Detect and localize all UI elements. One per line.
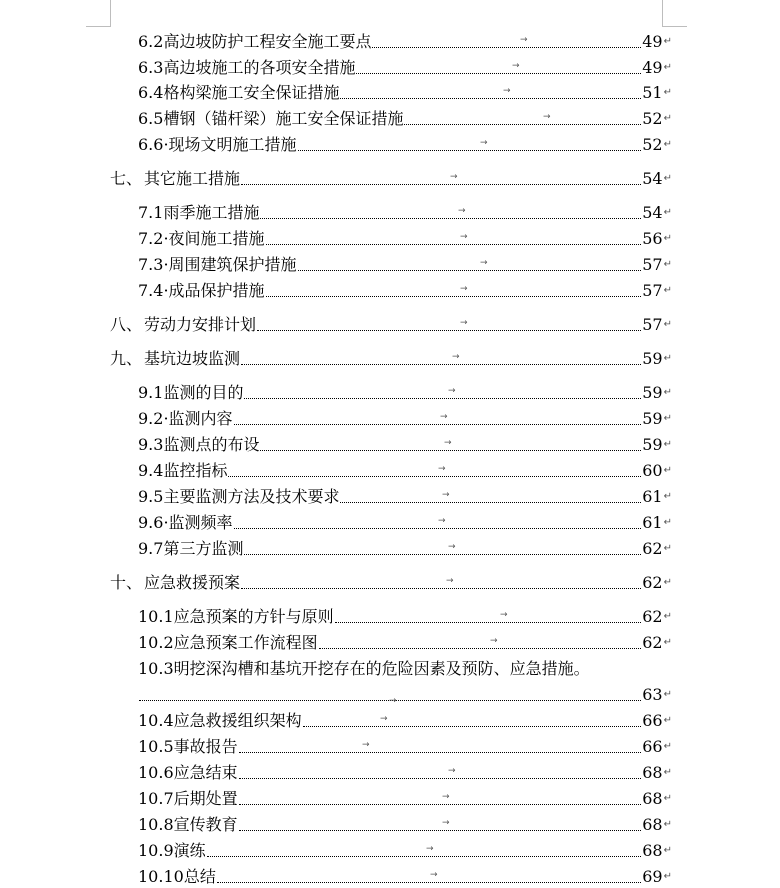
toc-entry[interactable]: [138, 382, 672, 404]
toc-title: 应急救援组织架构: [173, 711, 302, 730]
dot-leader: [340, 501, 641, 503]
toc-page-number: 57: [642, 255, 663, 274]
toc-number: 10.10: [138, 867, 184, 886]
dot-leader: [260, 217, 641, 219]
tab-mark-icon: →: [480, 138, 488, 148]
toc-number: 10.5: [138, 737, 174, 756]
tab-mark-icon: →: [490, 636, 498, 646]
toc-page-number: 66: [642, 711, 663, 730]
tab-mark-icon: →: [438, 464, 446, 474]
toc-number: 9.5: [138, 487, 164, 506]
toc-page-number: 62: [642, 539, 663, 558]
toc-entry[interactable]: [138, 814, 672, 836]
toc-title: 其它施工措施: [144, 169, 241, 188]
toc-number: 9.6·: [138, 513, 169, 532]
toc-number: 八、: [110, 315, 143, 334]
dot-leader: [298, 269, 642, 271]
toc-number: 10.3: [138, 659, 174, 678]
toc-title: 应急预案的方针与原则: [173, 607, 334, 626]
toc-title: 监测内容: [168, 409, 233, 428]
tab-mark-icon: →: [450, 172, 458, 182]
paragraph-mark-icon: ↵: [663, 611, 672, 622]
paragraph-mark-icon: ↵: [663, 173, 672, 184]
dot-leader: [207, 855, 642, 857]
dot-leader: [266, 295, 642, 297]
tab-mark-icon: →: [503, 86, 511, 96]
tab-mark-icon: →: [362, 740, 370, 750]
toc-title: 明挖深沟槽和基坑开挖存在的危险因素及预防、应急措施。: [173, 659, 590, 678]
paragraph-mark-icon: ↵: [663, 689, 672, 700]
dot-leader: [217, 881, 641, 883]
paragraph-mark-icon: ↵: [663, 845, 672, 856]
toc-page-number: 54: [642, 203, 663, 222]
dot-leader: [372, 46, 641, 48]
dot-leader: [234, 423, 642, 425]
toc-entry-continuation[interactable]: [138, 684, 672, 706]
paragraph-mark-icon: ↵: [663, 87, 672, 98]
toc-page-number: 62: [642, 633, 663, 652]
dot-leader: [239, 829, 642, 831]
dot-leader: [257, 329, 641, 331]
paragraph-mark-icon: ↵: [663, 259, 672, 270]
toc-page-number: 52: [642, 109, 663, 128]
paragraph-mark-icon: ↵: [663, 741, 672, 752]
tab-mark-icon: →: [446, 576, 454, 586]
tab-mark-icon: →: [442, 818, 450, 828]
toc-title: 格构梁施工安全保证措施: [163, 83, 340, 102]
toc-entry[interactable]: [110, 348, 672, 370]
toc-number: 7.1: [138, 203, 164, 222]
toc-page-number: 59: [642, 409, 663, 428]
toc-page-number: 61: [642, 513, 663, 532]
paragraph-mark-icon: ↵: [663, 62, 672, 73]
toc-page-number: 60: [642, 461, 663, 480]
toc-page-number: 54: [642, 169, 663, 188]
tab-mark-icon: →: [389, 696, 397, 706]
toc-entry[interactable]: [110, 168, 672, 190]
toc-entry[interactable]: [138, 538, 672, 560]
tab-mark-icon: →: [520, 35, 528, 45]
toc-number: 6.4: [138, 83, 164, 102]
toc-number: 10.1: [138, 607, 174, 626]
toc-entry[interactable]: [138, 134, 672, 156]
dot-leader: [234, 527, 642, 529]
tab-mark-icon: →: [440, 412, 448, 422]
tab-mark-icon: →: [512, 61, 520, 71]
toc-page-number: 57: [642, 281, 663, 300]
toc-title: 总结: [183, 867, 216, 886]
toc-entry[interactable]: [138, 486, 672, 508]
toc-entry[interactable]: [138, 254, 672, 276]
toc-entry[interactable]: [138, 460, 672, 482]
toc-title: 第三方监测: [163, 539, 244, 558]
paragraph-mark-icon: ↵: [663, 36, 672, 47]
paragraph-mark-icon: ↵: [663, 439, 672, 450]
tab-mark-icon: →: [448, 766, 456, 776]
toc-title: 监测频率: [168, 513, 233, 532]
toc-title: 应急救援预案: [144, 573, 241, 592]
dot-leader: [298, 149, 642, 151]
toc-title: 现场文明施工措施: [168, 135, 297, 154]
toc-entry[interactable]: [138, 108, 672, 130]
paragraph-mark-icon: ↵: [663, 285, 672, 296]
paragraph-mark-icon: ↵: [663, 871, 672, 882]
dot-leader: [239, 751, 642, 753]
toc-number: 9.3: [138, 435, 164, 454]
toc-number: 6.3: [138, 58, 164, 77]
paragraph-mark-icon: ↵: [663, 465, 672, 476]
toc-number: 10.2: [138, 633, 174, 652]
toc-entry[interactable]: [138, 866, 672, 888]
tab-mark-icon: →: [543, 112, 551, 122]
toc-title: 监测的目的: [163, 383, 244, 402]
toc-entry[interactable]: [138, 202, 672, 224]
toc-entry[interactable]: [110, 572, 672, 594]
tab-mark-icon: →: [500, 610, 508, 620]
dot-leader: [241, 363, 641, 365]
toc-number: 9.1: [138, 383, 164, 402]
toc-entry[interactable]: [110, 314, 672, 336]
toc-number: 9.2·: [138, 409, 169, 428]
toc-entry[interactable]: [138, 788, 672, 810]
toc-number: 七、: [110, 169, 143, 188]
tab-mark-icon: →: [444, 438, 452, 448]
toc-page-number: 62: [642, 573, 663, 592]
tab-mark-icon: →: [442, 490, 450, 500]
toc-page-number: 68: [642, 763, 663, 782]
dot-leader: [139, 696, 641, 706]
dot-leader: [241, 183, 641, 185]
toc-title: 应急结束: [173, 763, 238, 782]
toc-title: 劳动力安排计划: [144, 315, 257, 334]
toc-entry[interactable]: [138, 840, 672, 862]
toc-title: 监测点的布设: [163, 435, 260, 454]
toc-number: 10.7: [138, 789, 174, 808]
tab-mark-icon: →: [426, 844, 434, 854]
toc-entry[interactable]: [138, 57, 672, 79]
toc-entry[interactable]: [138, 434, 672, 456]
toc-title: 高边坡防护工程安全施工要点: [163, 32, 372, 51]
toc-number: 10.8: [138, 815, 174, 834]
tab-mark-icon: →: [448, 542, 456, 552]
toc-title: 槽钢（锚杆梁）施工安全保证措施: [163, 109, 404, 128]
toc-entry[interactable]: [138, 710, 672, 732]
paragraph-mark-icon: ↵: [663, 715, 672, 726]
toc-page-number: 59: [642, 435, 663, 454]
dot-leader: [241, 587, 641, 589]
toc-title: 高边坡施工的各项安全措施: [163, 58, 356, 77]
toc-number: 9.4: [138, 461, 164, 480]
toc-entry[interactable]: [138, 736, 672, 758]
dot-leader: [340, 97, 641, 99]
paragraph-mark-icon: ↵: [663, 577, 672, 588]
tab-mark-icon: →: [442, 792, 450, 802]
toc-page-number: 68: [642, 841, 663, 860]
toc-page-number: 63: [642, 685, 663, 704]
paragraph-mark-icon: ↵: [663, 637, 672, 648]
toc-number: 7.2·: [138, 229, 169, 248]
paragraph-mark-icon: ↵: [663, 233, 672, 244]
toc-title: 事故报告: [173, 737, 238, 756]
toc-title: 周围建筑保护措施: [168, 255, 297, 274]
tab-mark-icon: →: [458, 206, 466, 216]
tab-mark-icon: →: [480, 258, 488, 268]
dot-leader: [404, 123, 641, 125]
toc-number: 6.6·: [138, 135, 169, 154]
toc-number: 7.3·: [138, 255, 169, 274]
tab-mark-icon: →: [460, 318, 468, 328]
tab-mark-icon: →: [438, 516, 446, 526]
toc-entry[interactable]: [138, 512, 672, 534]
toc-page-number: 59: [642, 349, 663, 368]
dot-leader: [244, 397, 641, 399]
paragraph-mark-icon: ↵: [663, 139, 672, 150]
paragraph-mark-icon: ↵: [663, 413, 672, 424]
toc-entry[interactable]: [138, 228, 672, 250]
tab-mark-icon: →: [430, 870, 438, 880]
paragraph-mark-icon: ↵: [663, 319, 672, 330]
toc-page-number: 51: [642, 83, 663, 102]
toc-number: 10.9: [138, 841, 174, 860]
toc-entry[interactable]: [138, 31, 672, 53]
paragraph-mark-icon: ↵: [663, 207, 672, 218]
toc-page-number: 68: [642, 815, 663, 834]
toc-entry[interactable]: [138, 762, 672, 784]
toc-title: 应急预案工作流程图: [173, 633, 318, 652]
toc-entry[interactable]: [138, 280, 672, 302]
toc-page-number: 57: [642, 315, 663, 334]
toc-page-number: 68: [642, 789, 663, 808]
toc-title: 成品保护措施: [168, 281, 265, 300]
dot-leader: [319, 647, 642, 649]
toc-page-number: 59: [642, 383, 663, 402]
paragraph-mark-icon: ↵: [663, 491, 672, 502]
paragraph-mark-icon: ↵: [663, 353, 672, 364]
toc-page-number: 61: [642, 487, 663, 506]
dot-leader: [260, 449, 641, 451]
tab-mark-icon: →: [460, 284, 468, 294]
dot-leader: [335, 621, 642, 623]
toc-page-number: 66: [642, 737, 663, 756]
toc-title: 宣传教育: [173, 815, 238, 834]
dot-leader: [356, 72, 641, 74]
toc-number: 十、: [110, 573, 143, 592]
toc-entry[interactable]: [138, 658, 590, 680]
toc-number: 6.2: [138, 32, 164, 51]
toc-entry[interactable]: [138, 632, 672, 654]
toc-entry[interactable]: [138, 408, 672, 430]
toc-page-number: 56: [642, 229, 663, 248]
toc-page-number: 69: [642, 867, 663, 886]
toc-entry[interactable]: [138, 82, 672, 104]
toc-number: 6.5: [138, 109, 164, 128]
paragraph-mark-icon: ↵: [663, 517, 672, 528]
toc-page-number: 49: [642, 58, 663, 77]
toc-number: 9.7: [138, 539, 164, 558]
dot-leader: [239, 777, 642, 779]
toc-page-number: 49: [642, 32, 663, 51]
tab-mark-icon: →: [452, 352, 460, 362]
toc-number: 10.6: [138, 763, 174, 782]
tab-mark-icon: →: [380, 714, 388, 724]
tab-mark-icon: →: [460, 232, 468, 242]
toc-title: 基坑边坡监测: [144, 349, 241, 368]
paragraph-mark-icon: ↵: [663, 387, 672, 398]
dot-leader: [228, 475, 641, 477]
paragraph-mark-icon: ↵: [663, 543, 672, 554]
dot-leader: [266, 243, 642, 245]
paragraph-mark-icon: ↵: [663, 767, 672, 778]
toc-entry[interactable]: [138, 606, 672, 628]
paragraph-mark-icon: ↵: [663, 113, 672, 124]
toc-title: 后期处置: [173, 789, 238, 808]
tab-mark-icon: →: [448, 386, 456, 396]
toc-title: 主要监测方法及技术要求: [163, 487, 340, 506]
toc-number: 7.4·: [138, 281, 169, 300]
dot-leader: [244, 553, 641, 555]
paragraph-mark-icon: ↵: [663, 793, 672, 804]
toc-page-number: 62: [642, 607, 663, 626]
toc-page-number: 52: [642, 135, 663, 154]
toc-number: 10.4: [138, 711, 174, 730]
paragraph-mark-icon: ↵: [663, 819, 672, 830]
dot-leader: [239, 803, 642, 805]
toc-title: 雨季施工措施: [163, 203, 260, 222]
toc-title: 监控指标: [163, 461, 228, 480]
toc-title: 演练: [173, 841, 206, 860]
dot-leader: [303, 725, 642, 727]
toc-title: 夜间施工措施: [168, 229, 265, 248]
toc-number: 九、: [110, 349, 143, 368]
